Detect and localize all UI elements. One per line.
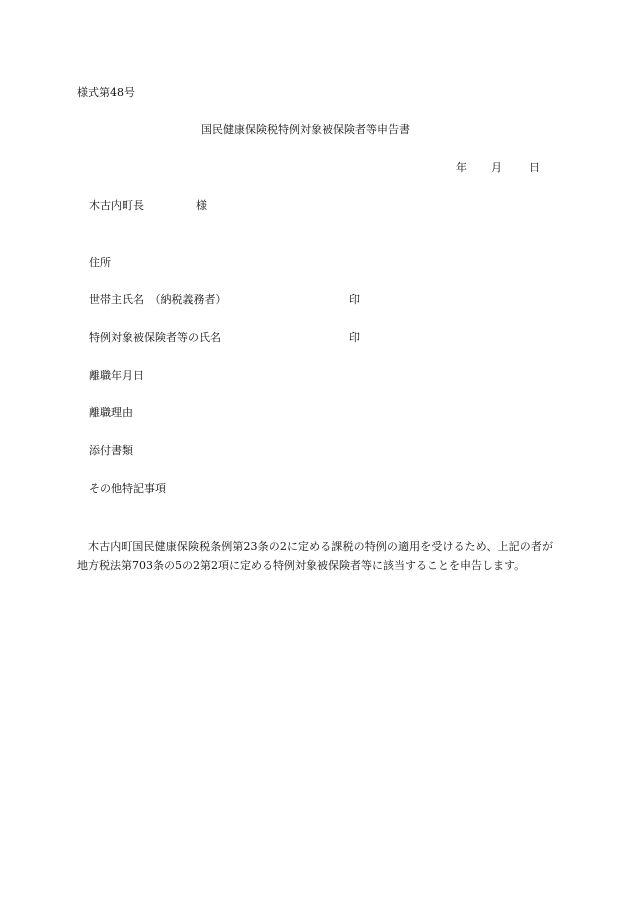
date-year-label: 年 — [456, 161, 467, 174]
declaration-paragraph: 木古内町国民健康保険税条例第23条の2に定める課税の特例の適用を受けるため、上記の者が地方税法第703条の5の2第2項に定める特例対象被保険者等に該当することを申告します。 — [77, 540, 553, 572]
field-label-retirement-date: 離職年月日 — [89, 369, 144, 382]
field-label-address: 住所 — [89, 256, 111, 269]
addressee-name: 木古内町長 — [89, 199, 144, 212]
addressee-honorific: 様 — [196, 199, 207, 212]
field-label-householder: 世帯主氏名 （納税義務者） — [89, 293, 227, 306]
date-month-label: 月 — [491, 161, 502, 174]
date-day-label: 日 — [529, 161, 540, 174]
seal-mark-insured-person: 印 — [349, 331, 360, 344]
seal-mark-householder: 印 — [349, 293, 360, 306]
field-label-attachments: 添付書類 — [89, 444, 133, 457]
field-label-retirement-reason: 離職理由 — [89, 406, 133, 419]
form-number: 様式第48号 — [77, 86, 135, 99]
field-label-insured-person: 特例対象被保険者等の氏名 — [89, 331, 221, 344]
field-label-other-notes: その他特記事項 — [89, 482, 166, 495]
document-title: 国民健康保険税特例対象被保険者等申告書 — [201, 123, 410, 136]
